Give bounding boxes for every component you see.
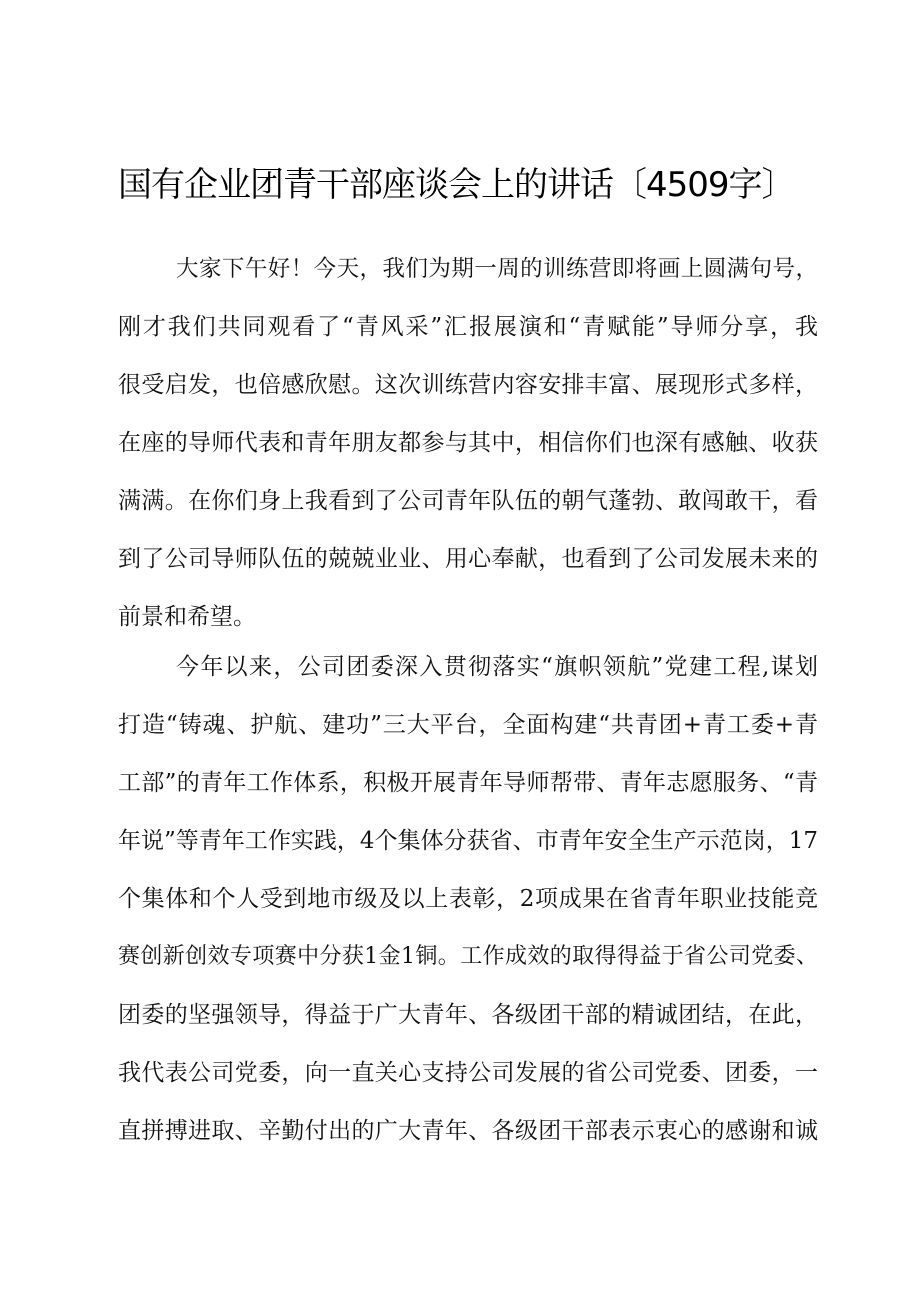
paragraph-line: 在座的导师代表和青年朋友都参与其中，相信你们也深有感触、收获 [118, 430, 818, 456]
paragraph-line: 大家下午好！今天，我们为期一周的训练营即将画上圆满句号， [176, 256, 818, 282]
paragraph-line: 今年以来，公司团委深入贯彻落实“旗帜领航”党建工程,谋划 [176, 654, 818, 680]
paragraph-line: 我代表公司党委，向一直关心支持公司发展的省公司党委、团委，一 [118, 1060, 818, 1086]
paragraph-1 [118, 240, 818, 646]
paragraph-line: 打造“铸魂、护航、建功”三大平台，全面构建“共青团+青工委+青 [118, 712, 818, 738]
paragraph-line: 到了公司导师队伍的兢兢业业、用心奉献，也看到了公司发展未来的 [118, 546, 818, 572]
paragraph-line: 刚才我们共同观看了“青风采”汇报展演和“青赋能”导师分享，我 [118, 314, 818, 340]
paragraph-line: 工部”的青年工作体系，积极开展青年导师帮带、青年志愿服务、“青 [118, 770, 818, 796]
paragraph-line: 直拼搏进取、辛勤付出的广大青年、各级团干部表示衷心的感谢和诚 [118, 1118, 818, 1144]
paragraph-line: 个集体和个人受到地市级及以上表彰，2项成果在省青年职业技能竞 [118, 886, 818, 912]
paragraph-2 [118, 638, 818, 1160]
paragraph-line: 赛创新创效专项赛中分获1金1铜。工作成效的取得得益于省公司党委、 [118, 944, 818, 969]
paragraph-line: 满满。在你们身上我看到了公司青年队伍的朝气蓬勃、敢闯敢干，看 [118, 488, 818, 514]
paragraph-line: 很受启发，也倍感欣慰。这次训练营内容安排丰富、展现形式多样， [118, 372, 818, 398]
document-title: 国有企业团青干部座谈会上的讲话〔4509字〕 [118, 165, 795, 205]
paragraph-line: 前景和希望。 [118, 604, 256, 630]
paragraph-line: 年说”等青年工作实践，4个集体分获省、市青年安全生产示范岗，17 [118, 828, 818, 854]
paragraph-line: 团委的坚强领导，得益于广大青年、各级团干部的精诚团结，在此， [118, 1002, 818, 1028]
